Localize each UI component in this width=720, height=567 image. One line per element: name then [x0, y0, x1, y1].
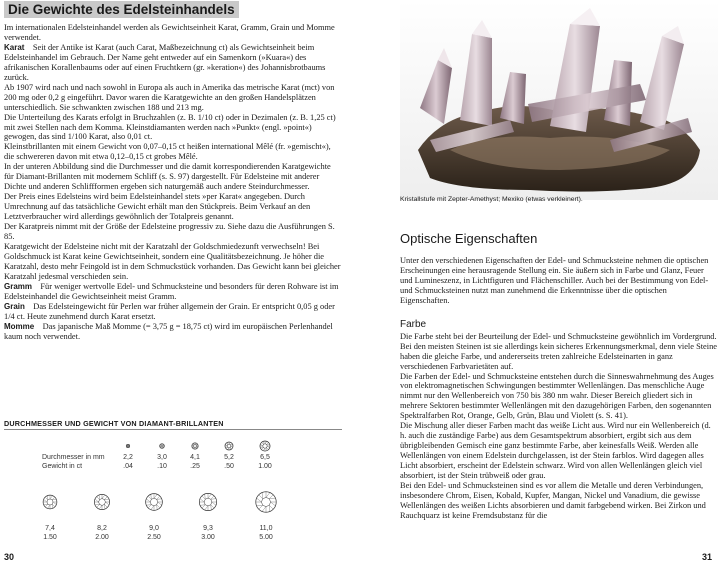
- divider: [4, 429, 342, 430]
- paragraph: Grain Das Edelsteingewicht für Perlen war früher allgemein der Grain. Er entspricht 0,05 g oder 1/4 ct. Heute zunehmend durch Karat ersetzt.: [4, 301, 335, 321]
- brilliant-diamond-icon: [225, 442, 233, 450]
- page-number-right: 31: [702, 552, 713, 562]
- diamond-value-label: 9,3: [203, 525, 213, 532]
- paragraph: Momme Das japanische Maß Momme (= 3,75 g = 18,75 ct) wird im europäischen Perlenhandel kaum noch verwendet.: [4, 321, 333, 341]
- paragraph: Die Unterteilung des Karats erfolgt in Bruchzahlen (z. B. 1/10 ct) oder in Dezimalen (z. B. 1,25 ct) mit zwei Stellen nach dem Komma. Kleinstdiamanten werden nach »Punkt« (engl. »point«) gewogen, das sind 1/100 Karat, also 0,01 ct.: [4, 112, 336, 142]
- paragraph: Kleinstbrillanten mit einem Gewicht von 0,07–0,15 ct heißen international Mêlé (fr. »gemischt«), die schwereren davon mit etwa 0,12–0,15 ct grobes Mêlé.: [4, 142, 331, 162]
- paragraph: Der Preis eines Edelsteins wird beim Edelsteinhandel stets »per Karat« angegeben. Durch Umrechnung auf das tatsächliche Gewicht erhält man den Stückpreis. Beim Verkauf an den Letztverbraucher wird allerdings gewöhnlich der Totalpreis genannt.: [4, 192, 311, 222]
- diamond-value-label: 4,1: [190, 454, 200, 461]
- paragraph: Karat Seit der Antike ist Karat (auch Carat, Maßbezeichnung ct) als Gewichtseinheit beim Edelsteinhandel im Gebrauch. Der Name geht entweder auf ein Samenkorn (»Kuara«) des afrikanischen Korallenbaums oder auf einen Fruchtkern (gr. »keration«) des Johannisbrotbaums zurück.: [4, 42, 326, 82]
- paragraph: Bei den Edel- und Schmucksteinen sind es vor allem die Metalle und deren Verbindungen, insbesondere Chrom, Eisen, Kobald, Kupfer, Mangan, Nickel und Vanadium, die gewisse Wellenlängen des weißen Lichts absorbieren und damit farbgebend wirken. Bei Zirkon und Rauchquarz ist keine Fremdsubstanz für die: [400, 481, 706, 520]
- diamond-value-label: 8,2: [97, 525, 107, 532]
- paragraph: Die Farbe steht bei der Beurteilung der Edel- und Schmucksteine gewöhnlich im Vordergrund. Bei den meisten Steinen ist sie allerdings kein sicheres Erkennungsmerkmal, denn viele Steine haben die gleiche Farbe, und andererseits treten zahlreiche Edelsteinarten in ganz verschiedenen Farbvarietäten auf.: [400, 331, 718, 371]
- keyword: Momme: [4, 321, 35, 331]
- diamond-value-label: 1.50: [43, 534, 57, 541]
- brilliant-diamond-icon: [192, 443, 198, 449]
- intro-paragraph: Unter den verschiedenen Eigenschaften der Edel- und Schmucksteine nehmen die optischen Erscheinungen eine herausragende Stellung ein. Sie äußern sich in Farbe und Glanz, Feuer und Lumineszenz, in Lichtfiguren und Flächenschiller. Auch bei der Bestimmung von Edel- und Schmucksteinen nutzt man zunehmend die Erkenntnisse über die optischen Eigenschaften.: [400, 256, 709, 305]
- brilliant-diamond-icon: [43, 495, 57, 509]
- paragraph: Die Mischung aller dieser Farben macht das weiße Licht aus. Wird nur ein Wellenbereich (d. h. auch die zuständige Farbe) aus dem Gesamtspektrum absorbiert, ergibt sich aus dem übrigbleibenden Gemisch eine ganz bestimmte Farbe, aber keinesfalls Weiß. Werden alle Wellenlängen von einem Edelstein durchgelassen, ist der Stein farblos. Wird dagegen alles Licht absorbiert, erscheint der Edelstein schwarz. Wird von allen Wellenlängen gleich viel absorbiert, ist der Stein trübweiß oder grau.: [400, 421, 711, 481]
- diamond-value-label: 3,0: [157, 454, 167, 461]
- label-diameter: Durchmesser in mm: [42, 454, 105, 461]
- diamond-value-label: 6,5: [260, 454, 270, 461]
- diamond-chart-title: DURCHMESSER UND GEWICHT VON DIAMANT-BRILLANTEN: [4, 419, 224, 428]
- diamond-value-label: 11,0: [259, 525, 273, 532]
- paragraph: In der unteren Abbildung sind die Durchmesser und die damit korrespondierenden Karatgewichte für Diamant-Brillanten mit modernem Schliff (s. S. 97) dargestellt. Für Edelsteine mit anderer Dichte und anderen Schliffformen ergeben sich naturgemäß auch andere Steindurchmesser.: [4, 162, 331, 192]
- brilliant-diamond-icon: [199, 493, 216, 510]
- subsection-heading: Farbe: [400, 318, 427, 330]
- diamond-value-label: 2,2: [123, 454, 133, 461]
- paragraph: Ab 1907 wird nach und nach sowohl in Europa als auch in Amerika das metrische Karat (mct) von 200 mg oder 0,2 g eingeführt. Davor waren die Karatgewichte an den großen Handelsplätzen unterschiedlich. Sie schwankten zwischen 188 und 213 mg.: [4, 82, 335, 112]
- keyword: Grain: [4, 301, 25, 311]
- right-page: [360, 0, 720, 567]
- paragraph: Im internationalen Edelsteinhandel werden als Gewichtseinheit Karat, Gramm, Grain und Momme verwendet.: [4, 23, 335, 42]
- diamond-value-label: 1.00: [258, 463, 272, 470]
- diamond-value-label: 2.00: [95, 534, 109, 541]
- section-heading: Optische Eigenschaften: [400, 231, 538, 246]
- paragraph: Gramm Für weniger wertvolle Edel- und Schmucksteine und besonders für deren Rohware ist im Edelsteinhandel die Gewichtseinheit meist Gramm.: [4, 281, 339, 301]
- diamond-value-label: 7,4: [45, 525, 55, 532]
- page-number-left: 30: [4, 552, 15, 562]
- diamond-value-label: 9,0: [149, 525, 159, 532]
- keyword: Karat: [4, 42, 25, 52]
- label-weight: Gewicht in ct: [42, 463, 83, 470]
- amethyst-crystal-photo: [400, 0, 718, 200]
- diamond-value-label: 3.00: [201, 534, 215, 541]
- brilliant-diamond-icon: [126, 444, 129, 447]
- diamond-size-chart: [4, 432, 342, 550]
- page-heading: Die Gewichte des Edelsteinhandels: [4, 1, 239, 18]
- brilliant-diamond-icon: [94, 494, 109, 509]
- left-body-text: [4, 23, 342, 342]
- crystal-image: [400, 0, 718, 200]
- paragraph: Der Karatpreis nimmt mit der Größe der Edelsteine progressiv zu. Siehe dazu die Ausführungen S. 85.: [4, 222, 335, 242]
- brilliant-diamond-icon: [256, 492, 276, 512]
- brilliant-diamond-icon: [146, 494, 163, 511]
- paragraph: Karatgewicht der Edelsteine nicht mit der Karatzahl der Goldschmiedezunft verwechseln! Bei Goldschmuck ist Karat keine Gewichtseinheit, sondern eine Qualitätsbezeichnung. Je höher die Karatzahl, desto mehr Feingold ist in dem Schmuckstück vorhanden. Das Gewicht kann bei gleicher Karatzahl jedesmal verschieden sein.: [4, 241, 341, 281]
- diamond-value-label: .04: [123, 463, 133, 470]
- paragraph: Die Farben der Edel- und Schmucksteine entstehen durch die Sinneswahrnehmung des Auges von elektromagnetischen Schwingungen bestimmter Wellenlängen. Das menschliche Auge nimmt nur den Wellenbereich von 750 bis 380 nm wahr. Dieser Bereich gliedert sich in mehrere Sektoren bestimmter Wellenlängen mit den dazugehörigen Farben, den sogenannten Spektralfarben Rot, Orange, Gelb, Grün, Blau und Violett (s. S. 41).: [400, 371, 714, 421]
- right-body-text: [400, 256, 718, 521]
- diamond-value-label: .25: [190, 463, 200, 470]
- diamond-value-label: 5,2: [224, 454, 234, 461]
- brilliant-diamond-icon: [260, 441, 270, 451]
- brilliant-diamond-icon: [160, 444, 165, 449]
- diamond-value-label: .10: [157, 463, 167, 470]
- keyword: Gramm: [4, 281, 33, 291]
- diamond-value-label: 5.00: [259, 534, 273, 541]
- diamond-value-label: .50: [224, 463, 234, 470]
- diamond-value-label: 2.50: [147, 534, 161, 541]
- photo-caption: Kristallstufe mit Zepter-Amethyst; Mexiko (etwas verkleinert).: [400, 196, 583, 203]
- color-paragraphs: [400, 332, 718, 521]
